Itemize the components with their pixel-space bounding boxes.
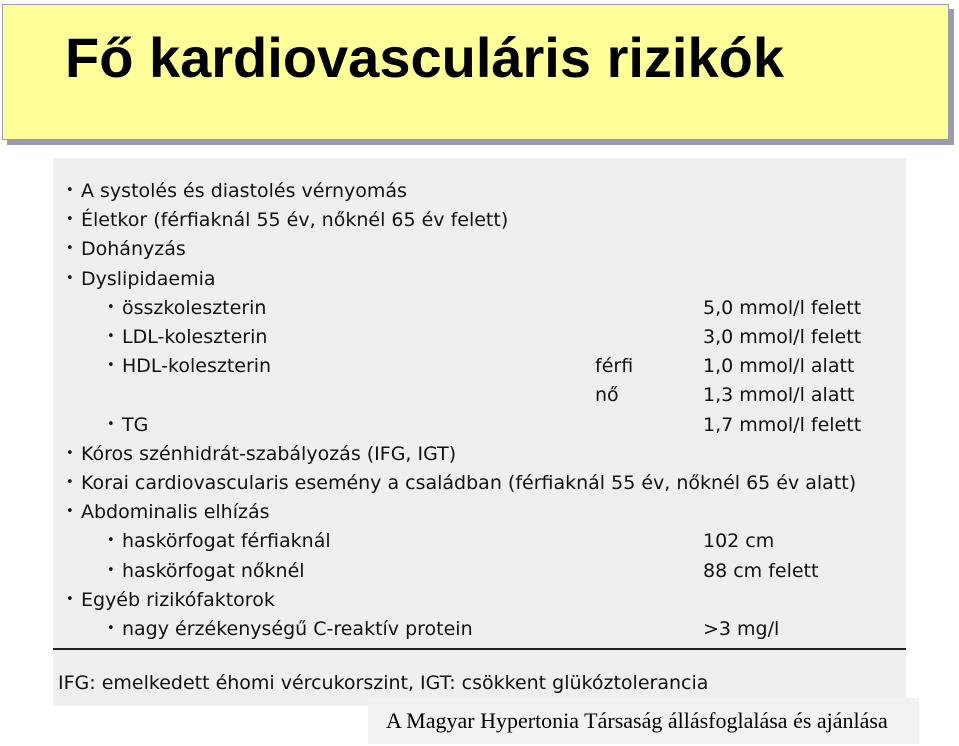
item-label: nagy érzékenységű C-reaktív protein <box>122 618 473 640</box>
item-threshold: 5,0 mmol/l felett <box>703 296 862 319</box>
bullet-icon: • <box>107 533 115 549</box>
item-label: Kóros szénhidrát-szabályozás (IFG, IGT) <box>81 442 457 465</box>
item-label: LDL-koleszterin <box>122 326 268 348</box>
item-label: Életkor (férfiaknál 55 év, nőknél 65 év felett) <box>81 209 509 232</box>
bullet-icon: • <box>66 504 74 520</box>
bullet-icon: • <box>66 445 74 461</box>
bullet-icon: • <box>66 241 74 257</box>
source-box <box>368 698 919 744</box>
item-label: Dohányzás <box>81 238 186 261</box>
item-threshold: 3,0 mmol/l felett <box>703 326 862 348</box>
item-threshold: 102 cm <box>703 530 775 553</box>
item-label: A systolés és diastolés vérnyomás <box>81 180 407 202</box>
item-threshold: 88 cm felett <box>703 559 819 582</box>
divider-line <box>53 648 906 650</box>
list-item <box>53 443 906 471</box>
list-item <box>53 589 906 617</box>
risk-factor-table <box>53 158 906 706</box>
list-item <box>53 297 906 325</box>
bullet-icon: • <box>66 591 74 607</box>
list-item <box>53 268 906 296</box>
bullet-icon: • <box>66 212 74 228</box>
list-item <box>53 472 906 500</box>
list-item <box>53 180 906 208</box>
item-label: összkoleszterin <box>122 296 267 319</box>
list-item <box>53 209 906 237</box>
list-item <box>53 501 906 529</box>
item-label: haskörfogat nőknél <box>122 559 305 582</box>
bullet-icon: • <box>66 475 74 490</box>
item-label: TG <box>122 413 149 436</box>
list-item <box>53 560 906 588</box>
item-sex: férfi <box>595 355 634 378</box>
bullet-icon: • <box>66 270 74 286</box>
title-box <box>2 4 949 140</box>
item-label: Dyslipidaemia <box>81 267 216 290</box>
list-item <box>53 384 906 412</box>
list-item <box>53 414 906 442</box>
item-threshold: >3 mg/l <box>703 618 780 640</box>
item-label: Egyéb rizikófaktorok <box>81 588 275 611</box>
item-label: HDL-koleszterin <box>122 355 272 378</box>
list-item <box>53 355 906 383</box>
list-item <box>53 530 906 558</box>
bullet-icon: • <box>107 358 115 374</box>
item-label: haskörfogat férfiaknál <box>122 530 331 553</box>
item-label: Korai cardiovascularis esemény a családban (férfiaknál 55 év, nőknél 65 év alatt) <box>81 472 857 494</box>
item-threshold: 1,0 mmol/l alatt <box>703 355 855 378</box>
bullet-icon: • <box>107 329 115 344</box>
bullet-icon: • <box>107 621 115 636</box>
footnote: IFG: emelkedett éhomi vércukorszint, IGT: csökkent glükóztolerancia <box>58 672 709 694</box>
bullet-icon: • <box>107 299 115 315</box>
bullet-icon: • <box>66 183 74 198</box>
item-threshold: 1,7 mmol/l felett <box>703 413 862 436</box>
list-item <box>53 618 906 646</box>
item-threshold: 1,3 mmol/l alatt <box>703 384 855 407</box>
item-sex: nő <box>595 384 619 407</box>
list-item <box>53 326 906 354</box>
bullet-icon: • <box>107 416 115 432</box>
list-item <box>53 238 906 266</box>
bullet-icon: • <box>107 562 115 578</box>
slide-title: Fő kardiovasculáris rizikók <box>65 26 784 89</box>
item-label: Abdominalis elhízás <box>81 501 270 524</box>
source-text: A Magyar Hypertonia Társaság állásfoglalása és ajánlása <box>386 708 888 733</box>
